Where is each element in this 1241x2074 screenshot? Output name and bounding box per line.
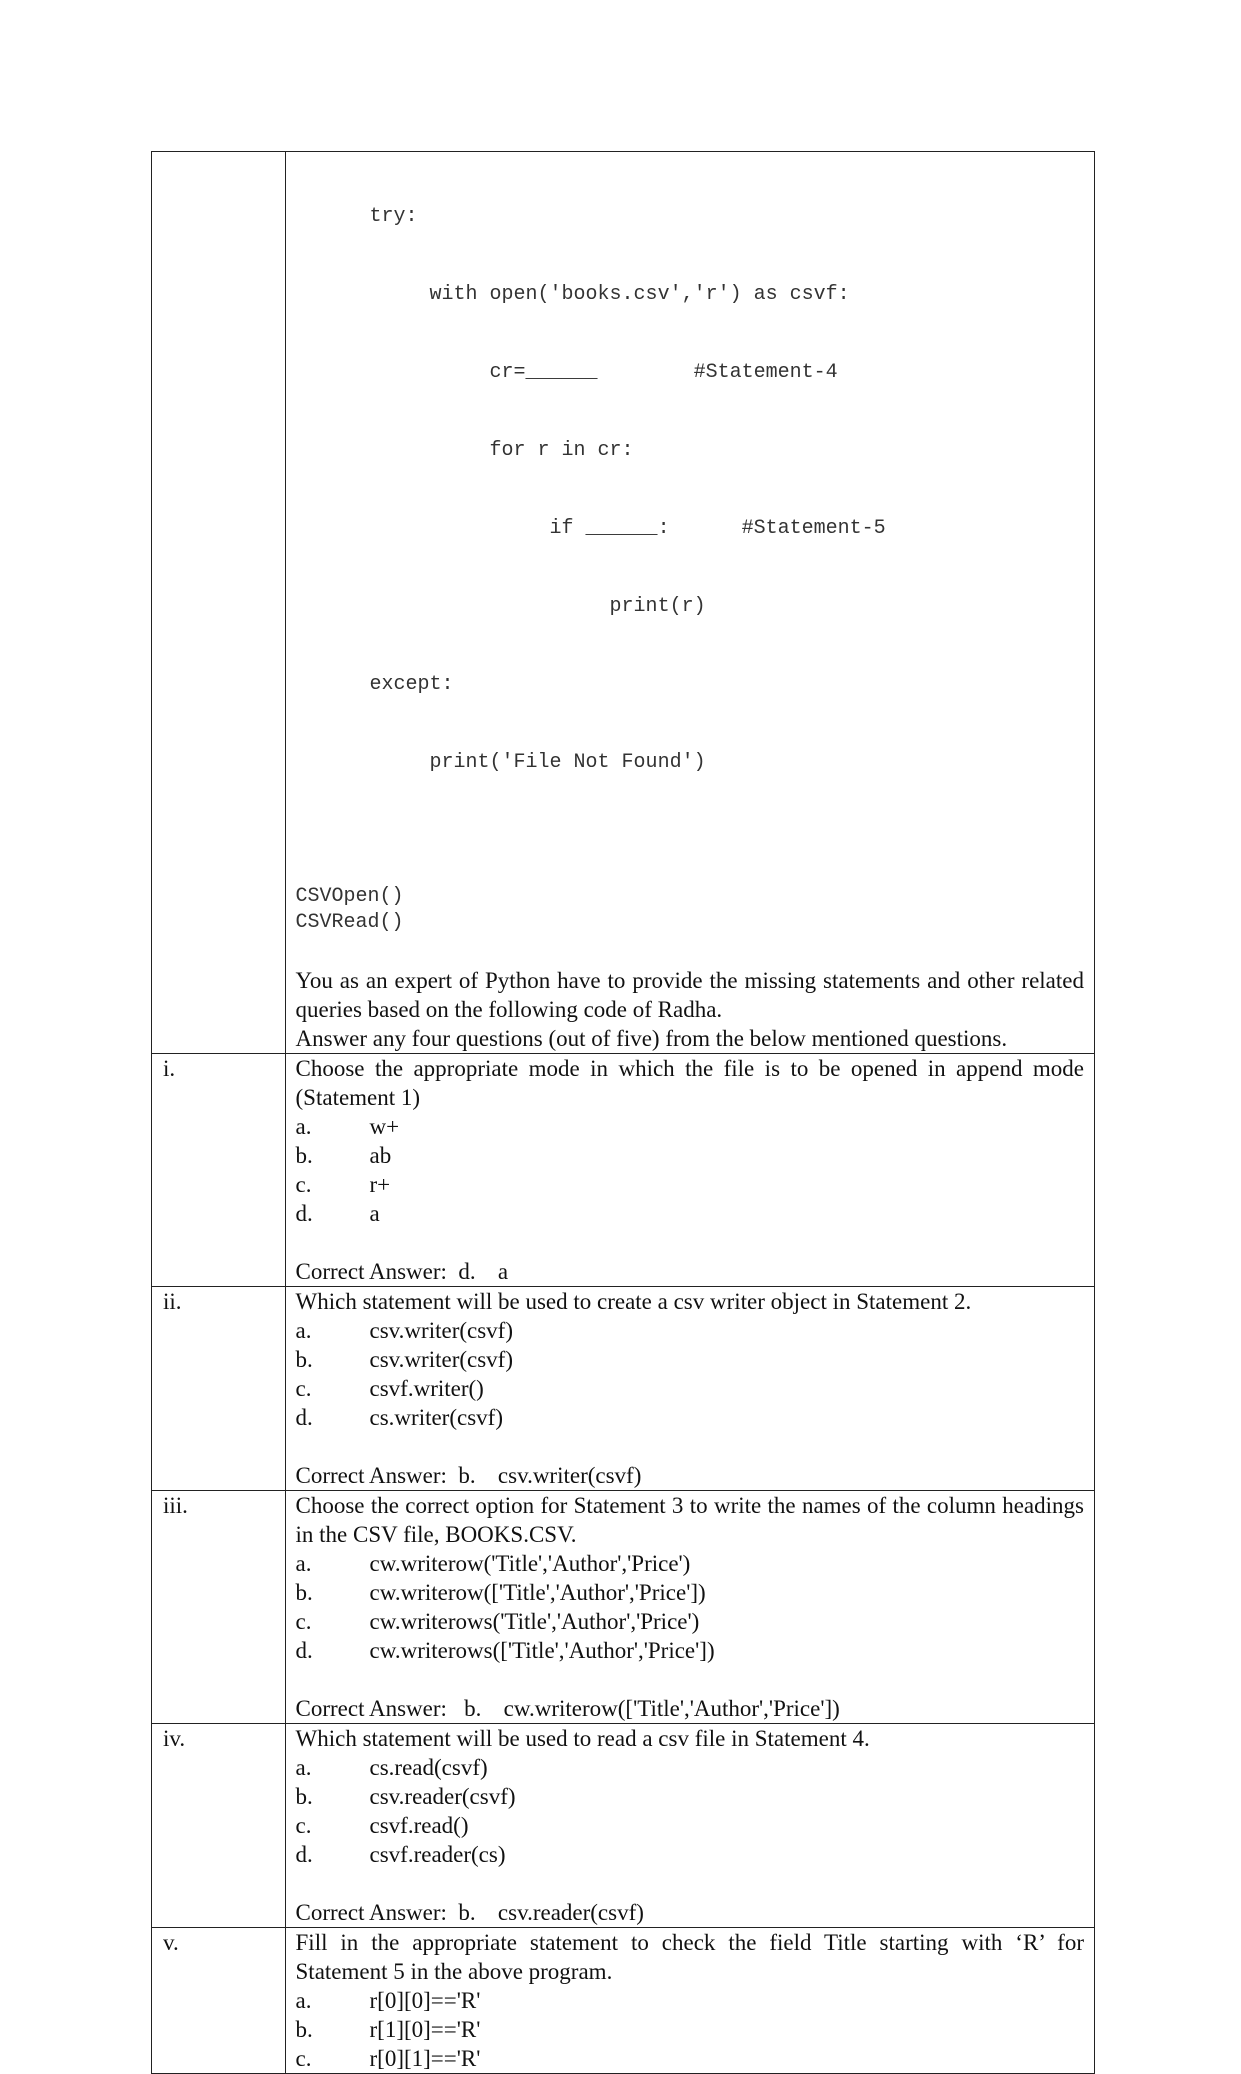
question-number: v. [152, 1928, 286, 2074]
question-row [152, 1491, 1095, 1724]
option-letter: a. [295, 1988, 312, 2013]
question-number: iv. [152, 1724, 286, 1928]
code-cell [285, 152, 1094, 1054]
option-item [296, 2044, 1084, 2073]
question-number: ii. [152, 1287, 286, 1491]
question-table [151, 151, 1095, 2074]
question-text: Choose the appropriate mode in which the file is to be opened in append mode (Statement 1) [295, 1056, 1084, 1110]
option-letter: b. [295, 1784, 313, 1809]
question-row [152, 1928, 1095, 2074]
row-number-cell [152, 152, 286, 1054]
answer-label: Correct Answer: [295, 1900, 447, 1925]
option-text: r[0][1]=='R' [369, 2046, 481, 2071]
question-text: Which statement will be used to read a csv file in Statement 4. [295, 1726, 870, 1751]
option-item [296, 1403, 1084, 1432]
option-item [296, 1141, 1084, 1170]
option-text: cw.writerows(['Title','Author','Price']) [369, 1638, 715, 1663]
code-row [152, 152, 1095, 1054]
option-item [296, 1840, 1084, 1869]
option-letter: d. [295, 1201, 313, 1226]
spacer [296, 1869, 1084, 1898]
question-cell [285, 1287, 1094, 1491]
option-item [296, 1607, 1084, 1636]
instruction-text: Answer any four questions (out of five) from the below mentioned questions. [295, 1026, 1008, 1051]
option-item [296, 1549, 1084, 1578]
option-item [296, 1811, 1084, 1840]
question-number: i. [152, 1054, 286, 1287]
option-letter: b. [295, 1347, 313, 1372]
option-letter: b. [295, 1143, 313, 1168]
option-text: r[1][0]=='R' [369, 2017, 481, 2042]
code-line: print(r) [369, 595, 706, 618]
spacer [296, 1665, 1084, 1694]
option-letter: b. [295, 2017, 313, 2042]
code-line: cr=______ #Statement-4 [369, 361, 838, 384]
option-item [296, 1112, 1084, 1141]
function-call: CSVRead() [295, 911, 404, 934]
question-text: Choose the correct option for Statement 3 to write the names of the column headings in the CSV file, BOOKS.CSV. [295, 1493, 1084, 1547]
question-text: Fill in the appropriate statement to check the field Title starting with ‘R’ for Statement 5 in the above program. [295, 1930, 1084, 1984]
option-item [296, 1753, 1084, 1782]
code-listing [296, 152, 1084, 828]
question-cell [285, 1724, 1094, 1928]
answer-label: Correct Answer: [295, 1259, 447, 1284]
option-letter: c. [295, 1813, 312, 1838]
option-text: cw.writerow(['Title','Author','Price']) [369, 1580, 706, 1605]
spacer [296, 828, 1084, 884]
option-text: cw.writerows('Title','Author','Price') [369, 1609, 700, 1634]
question-cell [285, 1054, 1094, 1287]
code-line: try: [369, 205, 418, 228]
spacer [296, 1228, 1084, 1257]
answer-label: Correct Answer: [295, 1696, 447, 1721]
code-line: for r in cr: [369, 439, 634, 462]
question-row [152, 1287, 1095, 1491]
option-letter: b. [295, 1580, 313, 1605]
option-text: csv.reader(csvf) [369, 1784, 516, 1809]
question-row [152, 1724, 1095, 1928]
option-item [296, 1578, 1084, 1607]
question-number: iii. [152, 1491, 286, 1724]
answer-letter: d. [458, 1259, 476, 1284]
option-item [296, 1782, 1084, 1811]
option-letter: c. [295, 1376, 312, 1401]
option-item [296, 1170, 1084, 1199]
correct-answer [296, 1461, 1084, 1490]
option-item [296, 1316, 1084, 1345]
option-item [296, 1199, 1084, 1228]
option-letter: d. [295, 1405, 313, 1430]
correct-answer [296, 1257, 1084, 1286]
code-line: except: [369, 673, 454, 696]
option-text: csvf.read() [369, 1813, 469, 1838]
function-call: CSVOpen() [295, 885, 404, 908]
option-text: ab [369, 1143, 392, 1168]
option-text: r+ [369, 1172, 391, 1197]
option-text: a [369, 1201, 380, 1226]
answer-text: cw.writerow(['Title','Author','Price']) [503, 1696, 840, 1721]
option-letter: c. [295, 2046, 312, 2071]
question-cell [285, 1928, 1094, 2074]
option-text: csvf.writer() [369, 1376, 484, 1401]
option-letter: d. [295, 1638, 313, 1663]
option-letter: c. [295, 1609, 312, 1634]
correct-answer [296, 1694, 1084, 1723]
spacer [296, 936, 1084, 966]
answer-text: csv.writer(csvf) [497, 1463, 642, 1488]
question-text: Which statement will be used to create a csv writer object in Statement 2. [295, 1289, 972, 1314]
option-text: csv.writer(csvf) [369, 1318, 513, 1343]
option-letter: a. [295, 1551, 312, 1576]
option-letter: a. [295, 1755, 312, 1780]
code-line: if ______: #Statement-5 [369, 517, 886, 540]
correct-answer [296, 1898, 1084, 1927]
option-text: cw.writerow('Title','Author','Price') [369, 1551, 691, 1576]
question-row [152, 1054, 1095, 1287]
answer-letter: b. [458, 1463, 476, 1488]
option-item [296, 1345, 1084, 1374]
option-text: cs.writer(csvf) [369, 1405, 503, 1430]
option-item [296, 1986, 1084, 2015]
option-item [296, 1636, 1084, 1665]
option-text: csv.writer(csvf) [369, 1347, 513, 1372]
code-line: with open('books.csv','r') as csvf: [369, 283, 850, 306]
option-text: cs.read(csvf) [369, 1755, 488, 1780]
question-cell [285, 1491, 1094, 1724]
intro-paragraph: You as an expert of Python have to provide the missing statements and other related queries based on the following code of Radha. [295, 968, 1084, 1022]
code-line: print('File Not Found') [369, 751, 706, 774]
answer-label: Correct Answer: [295, 1463, 447, 1488]
option-item [296, 1374, 1084, 1403]
answer-letter: b. [458, 1900, 476, 1925]
option-text: csvf.reader(cs) [369, 1842, 506, 1867]
option-letter: d. [295, 1842, 313, 1867]
option-letter: c. [295, 1172, 312, 1197]
answer-text: csv.reader(csvf) [497, 1900, 644, 1925]
option-item [296, 2015, 1084, 2044]
option-text: w+ [369, 1114, 400, 1139]
option-text: r[0][0]=='R' [369, 1988, 481, 2013]
answer-letter: b. [464, 1696, 482, 1721]
answer-text: a [497, 1259, 509, 1284]
option-letter: a. [295, 1318, 312, 1343]
option-letter: a. [295, 1114, 312, 1139]
spacer [296, 1432, 1084, 1461]
